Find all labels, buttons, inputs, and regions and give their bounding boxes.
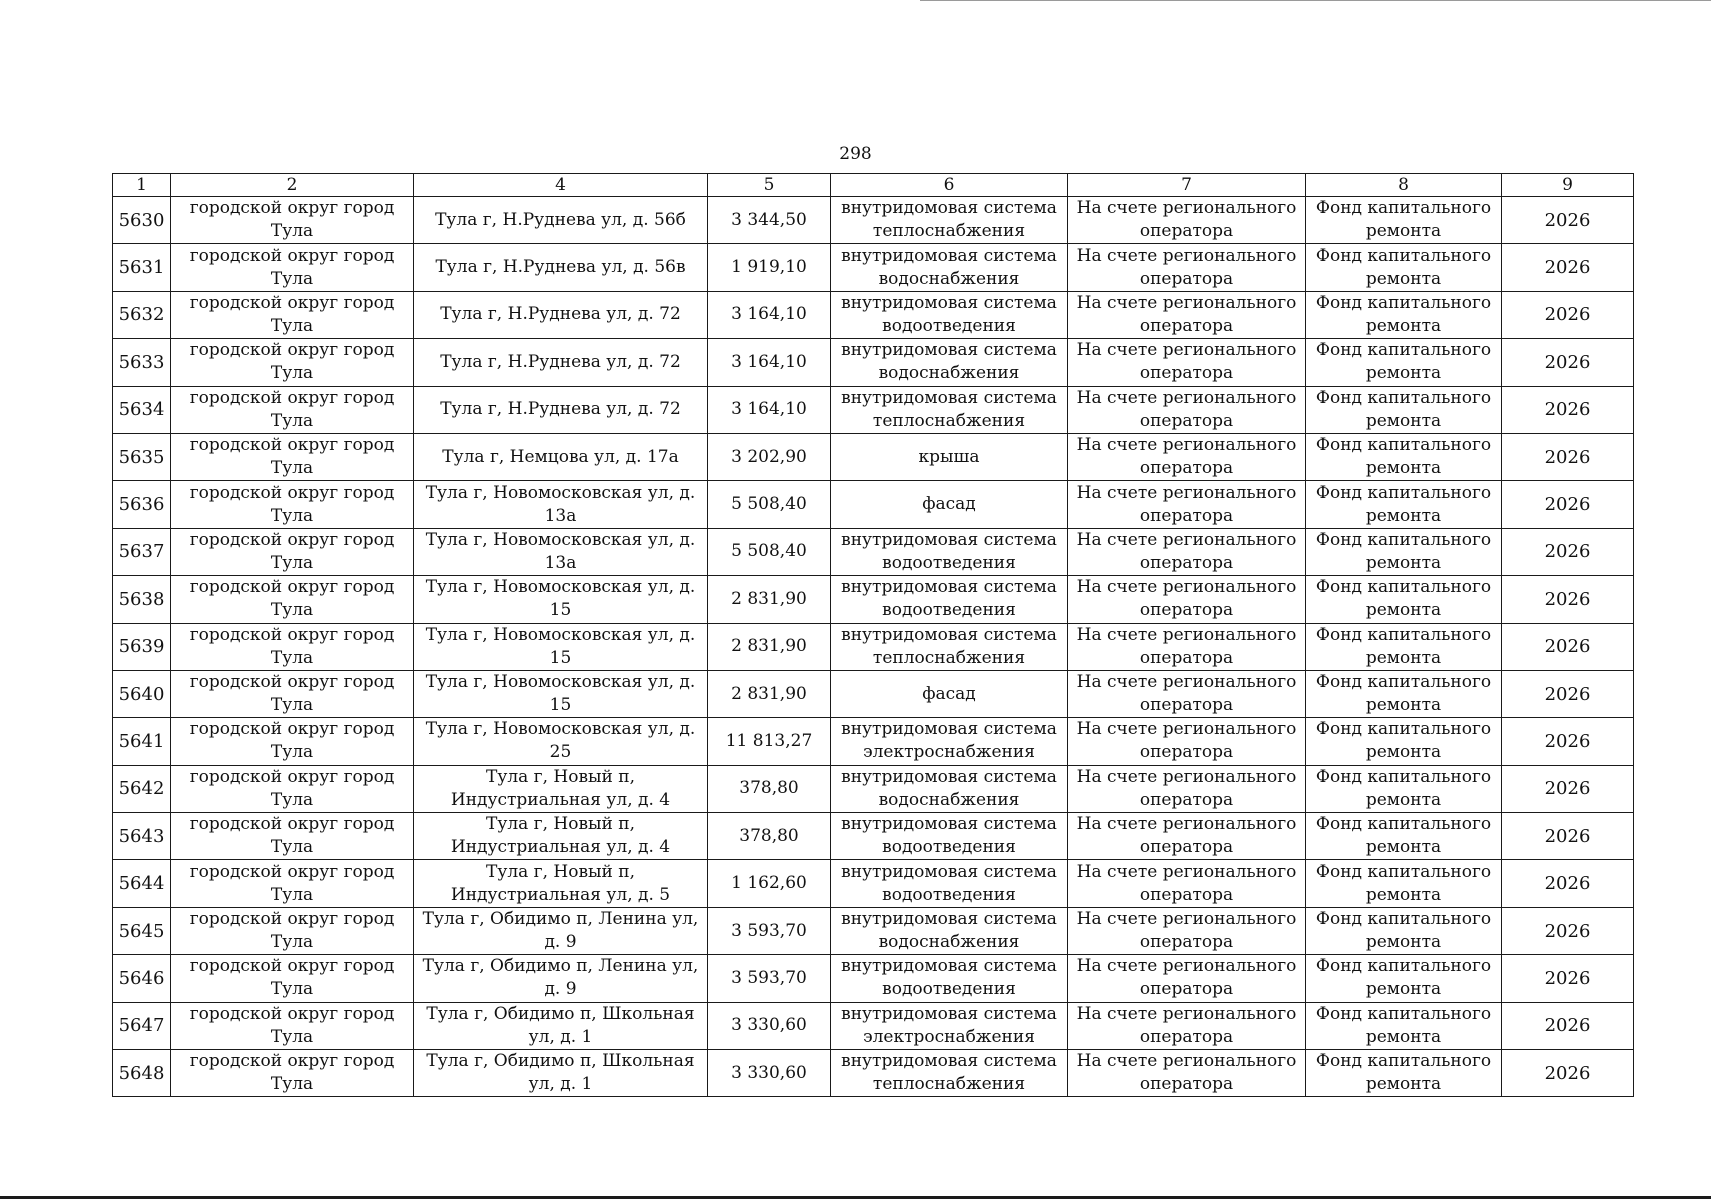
table-row [113, 433, 1634, 480]
table-row [113, 1002, 1634, 1049]
row-number-cell: 5644 [113, 860, 171, 907]
area-cell: 2 831,90 [708, 623, 831, 670]
year-cell: 2026 [1502, 339, 1634, 386]
municipality-cell: городской округ город Тула [171, 481, 414, 528]
column-number-row [113, 174, 1634, 197]
funding-source-cell: Фонд капитального ремонта [1306, 339, 1502, 386]
address-cell: Тула г, Обидимо п, Школьная ул, д. 1 [414, 1002, 708, 1049]
row-number-cell: 5638 [113, 576, 171, 623]
address-cell: Тула г, Н.Руднева ул, д. 72 [414, 291, 708, 338]
address-cell: Тула г, Новомосковская ул, д. 13а [414, 528, 708, 575]
work-type-cell: внутридомовая система теплоснабжения [831, 623, 1068, 670]
municipality-cell: городской округ город Тула [171, 1002, 414, 1049]
address-cell: Тула г, Новомосковская ул, д. 25 [414, 718, 708, 765]
address-cell: Тула г, Новый п, Индустриальная ул, д. 4 [414, 813, 708, 860]
year-cell: 2026 [1502, 623, 1634, 670]
address-cell: Тула г, Н.Руднева ул, д. 56б [414, 197, 708, 244]
funding-source-cell: Фонд капитального ремонта [1306, 765, 1502, 812]
funding-source-cell: Фонд капитального ремонта [1306, 244, 1502, 291]
area-cell: 3 593,70 [708, 955, 831, 1002]
table-row [113, 386, 1634, 433]
table-row [113, 907, 1634, 954]
year-cell: 2026 [1502, 244, 1634, 291]
row-number-cell: 5637 [113, 528, 171, 575]
row-number-cell: 5646 [113, 955, 171, 1002]
area-cell: 5 508,40 [708, 481, 831, 528]
table-row [113, 197, 1634, 244]
funding-source-cell: Фонд капитального ремонта [1306, 670, 1502, 717]
area-cell: 3 164,10 [708, 339, 831, 386]
area-cell: 11 813,27 [708, 718, 831, 765]
fund-account-cell: На счете регионального оператора [1068, 433, 1306, 480]
municipality-cell: городской округ город Тула [171, 244, 414, 291]
fund-account-cell: На счете регионального оператора [1068, 765, 1306, 812]
area-cell: 378,80 [708, 813, 831, 860]
column-header: 8 [1306, 174, 1502, 197]
column-header: 6 [831, 174, 1068, 197]
area-cell: 5 508,40 [708, 528, 831, 575]
page-number: 298 [839, 144, 872, 164]
funding-source-cell: Фонд капитального ремонта [1306, 291, 1502, 338]
area-cell: 3 344,50 [708, 197, 831, 244]
year-cell: 2026 [1502, 197, 1634, 244]
work-type-cell: крыша [831, 433, 1068, 480]
scan-edge-bottom [0, 1196, 1711, 1199]
fund-account-cell: На счете регионального оператора [1068, 339, 1306, 386]
municipality-cell: городской округ город Тула [171, 907, 414, 954]
municipality-cell: городской округ город Тула [171, 813, 414, 860]
municipality-cell: городской округ город Тула [171, 339, 414, 386]
year-cell: 2026 [1502, 670, 1634, 717]
year-cell: 2026 [1502, 765, 1634, 812]
address-cell: Тула г, Новый п, Индустриальная ул, д. 4 [414, 765, 708, 812]
year-cell: 2026 [1502, 528, 1634, 575]
fund-account-cell: На счете регионального оператора [1068, 244, 1306, 291]
year-cell: 2026 [1502, 955, 1634, 1002]
address-cell: Тула г, Новомосковская ул, д. 15 [414, 576, 708, 623]
row-number-cell: 5648 [113, 1050, 171, 1097]
municipality-cell: городской округ город Тула [171, 528, 414, 575]
work-type-cell: внутридомовая система теплоснабжения [831, 386, 1068, 433]
funding-source-cell: Фонд капитального ремонта [1306, 386, 1502, 433]
table-row [113, 244, 1634, 291]
year-cell: 2026 [1502, 386, 1634, 433]
column-header: 7 [1068, 174, 1306, 197]
area-cell: 3 164,10 [708, 291, 831, 338]
row-number-cell: 5633 [113, 339, 171, 386]
fund-account-cell: На счете регионального оператора [1068, 528, 1306, 575]
funding-source-cell: Фонд капитального ремонта [1306, 197, 1502, 244]
row-number-cell: 5640 [113, 670, 171, 717]
row-number-cell: 5631 [113, 244, 171, 291]
table-row [113, 528, 1634, 575]
year-cell: 2026 [1502, 813, 1634, 860]
municipality-cell: городской округ город Тула [171, 291, 414, 338]
fund-account-cell: На счете регионального оператора [1068, 907, 1306, 954]
fund-account-cell: На счете регионального оператора [1068, 576, 1306, 623]
area-cell: 1 162,60 [708, 860, 831, 907]
municipality-cell: городской округ город Тула [171, 576, 414, 623]
work-type-cell: внутридомовая система водоотведения [831, 291, 1068, 338]
row-number-cell: 5634 [113, 386, 171, 433]
funding-source-cell: Фонд капитального ремонта [1306, 433, 1502, 480]
area-cell: 2 831,90 [708, 576, 831, 623]
work-type-cell: внутридомовая система водоотведения [831, 955, 1068, 1002]
funding-source-cell: Фонд капитального ремонта [1306, 528, 1502, 575]
row-number-cell: 5632 [113, 291, 171, 338]
repair-program-table [112, 173, 1634, 1097]
work-type-cell: внутридомовая система водоотведения [831, 860, 1068, 907]
table-row [113, 955, 1634, 1002]
work-type-cell: внутридомовая система водоснабжения [831, 339, 1068, 386]
fund-account-cell: На счете регионального оператора [1068, 813, 1306, 860]
work-type-cell: внутридомовая система теплоснабжения [831, 1050, 1068, 1097]
work-type-cell: внутридомовая система теплоснабжения [831, 197, 1068, 244]
table-row [113, 576, 1634, 623]
funding-source-cell: Фонд капитального ремонта [1306, 623, 1502, 670]
address-cell: Тула г, Обидимо п, Ленина ул, д. 9 [414, 955, 708, 1002]
municipality-cell: городской округ город Тула [171, 433, 414, 480]
area-cell: 378,80 [708, 765, 831, 812]
work-type-cell: фасад [831, 481, 1068, 528]
municipality-cell: городской округ город Тула [171, 623, 414, 670]
municipality-cell: городской округ город Тула [171, 670, 414, 717]
address-cell: Тула г, Н.Руднева ул, д. 56в [414, 244, 708, 291]
work-type-cell: внутридомовая система водоснабжения [831, 244, 1068, 291]
address-cell: Тула г, Новомосковская ул, д. 15 [414, 623, 708, 670]
address-cell: Тула г, Немцова ул, д. 17а [414, 433, 708, 480]
fund-account-cell: На счете регионального оператора [1068, 955, 1306, 1002]
table-row [113, 670, 1634, 717]
row-number-cell: 5630 [113, 197, 171, 244]
address-cell: Тула г, Новомосковская ул, д. 13а [414, 481, 708, 528]
row-number-cell: 5635 [113, 433, 171, 480]
column-header: 4 [414, 174, 708, 197]
year-cell: 2026 [1502, 291, 1634, 338]
funding-source-cell: Фонд капитального ремонта [1306, 1002, 1502, 1049]
area-cell: 1 919,10 [708, 244, 831, 291]
year-cell: 2026 [1502, 718, 1634, 765]
year-cell: 2026 [1502, 1002, 1634, 1049]
municipality-cell: городской округ город Тула [171, 718, 414, 765]
address-cell: Тула г, Н.Руднева ул, д. 72 [414, 386, 708, 433]
address-cell: Тула г, Обидимо п, Школьная ул, д. 1 [414, 1050, 708, 1097]
fund-account-cell: На счете регионального оператора [1068, 670, 1306, 717]
work-type-cell: внутридомовая система водоотведения [831, 528, 1068, 575]
fund-account-cell: На счете регионального оператора [1068, 386, 1306, 433]
row-number-cell: 5647 [113, 1002, 171, 1049]
work-type-cell: внутридомовая система электроснабжения [831, 1002, 1068, 1049]
area-cell: 3 164,10 [708, 386, 831, 433]
column-header: 2 [171, 174, 414, 197]
year-cell: 2026 [1502, 860, 1634, 907]
area-cell: 3 330,60 [708, 1050, 831, 1097]
table-row [113, 291, 1634, 338]
address-cell: Тула г, Обидимо п, Ленина ул, д. 9 [414, 907, 708, 954]
fund-account-cell: На счете регионального оператора [1068, 718, 1306, 765]
funding-source-cell: Фонд капитального ремонта [1306, 718, 1502, 765]
row-number-cell: 5641 [113, 718, 171, 765]
work-type-cell: внутридомовая система водоотведения [831, 813, 1068, 860]
scan-edge-top [920, 0, 1711, 1]
work-type-cell: внутридомовая система водоснабжения [831, 765, 1068, 812]
municipality-cell: городской округ город Тула [171, 955, 414, 1002]
row-number-cell: 5643 [113, 813, 171, 860]
municipality-cell: городской округ город Тула [171, 386, 414, 433]
fund-account-cell: На счете регионального оператора [1068, 623, 1306, 670]
area-cell: 2 831,90 [708, 670, 831, 717]
work-type-cell: внутридомовая система водоснабжения [831, 907, 1068, 954]
year-cell: 2026 [1502, 576, 1634, 623]
row-number-cell: 5636 [113, 481, 171, 528]
area-cell: 3 330,60 [708, 1002, 831, 1049]
area-cell: 3 593,70 [708, 907, 831, 954]
work-type-cell: фасад [831, 670, 1068, 717]
funding-source-cell: Фонд капитального ремонта [1306, 576, 1502, 623]
table-row [113, 1050, 1634, 1097]
funding-source-cell: Фонд капитального ремонта [1306, 955, 1502, 1002]
fund-account-cell: На счете регионального оператора [1068, 481, 1306, 528]
municipality-cell: городской округ город Тула [171, 860, 414, 907]
year-cell: 2026 [1502, 433, 1634, 480]
table-row [113, 481, 1634, 528]
row-number-cell: 5639 [113, 623, 171, 670]
fund-account-cell: На счете регионального оператора [1068, 1050, 1306, 1097]
column-header: 5 [708, 174, 831, 197]
address-cell: Тула г, Новомосковская ул, д. 15 [414, 670, 708, 717]
funding-source-cell: Фонд капитального ремонта [1306, 860, 1502, 907]
municipality-cell: городской округ город Тула [171, 197, 414, 244]
address-cell: Тула г, Н.Руднева ул, д. 72 [414, 339, 708, 386]
table-row [113, 765, 1634, 812]
row-number-cell: 5645 [113, 907, 171, 954]
year-cell: 2026 [1502, 907, 1634, 954]
funding-source-cell: Фонд капитального ремонта [1306, 813, 1502, 860]
work-type-cell: внутридомовая система водоотведения [831, 576, 1068, 623]
table-row [113, 339, 1634, 386]
municipality-cell: городской округ город Тула [171, 1050, 414, 1097]
address-cell: Тула г, Новый п, Индустриальная ул, д. 5 [414, 860, 708, 907]
funding-source-cell: Фонд капитального ремонта [1306, 1050, 1502, 1097]
table-row [113, 813, 1634, 860]
table-row [113, 623, 1634, 670]
fund-account-cell: На счете регионального оператора [1068, 860, 1306, 907]
area-cell: 3 202,90 [708, 433, 831, 480]
year-cell: 2026 [1502, 481, 1634, 528]
municipality-cell: городской округ город Тула [171, 765, 414, 812]
column-header: 1 [113, 174, 171, 197]
fund-account-cell: На счете регионального оператора [1068, 1002, 1306, 1049]
table-row [113, 860, 1634, 907]
work-type-cell: внутридомовая система электроснабжения [831, 718, 1068, 765]
fund-account-cell: На счете регионального оператора [1068, 197, 1306, 244]
funding-source-cell: Фонд капитального ремонта [1306, 907, 1502, 954]
year-cell: 2026 [1502, 1050, 1634, 1097]
funding-source-cell: Фонд капитального ремонта [1306, 481, 1502, 528]
table-row [113, 718, 1634, 765]
column-header: 9 [1502, 174, 1634, 197]
row-number-cell: 5642 [113, 765, 171, 812]
fund-account-cell: На счете регионального оператора [1068, 291, 1306, 338]
